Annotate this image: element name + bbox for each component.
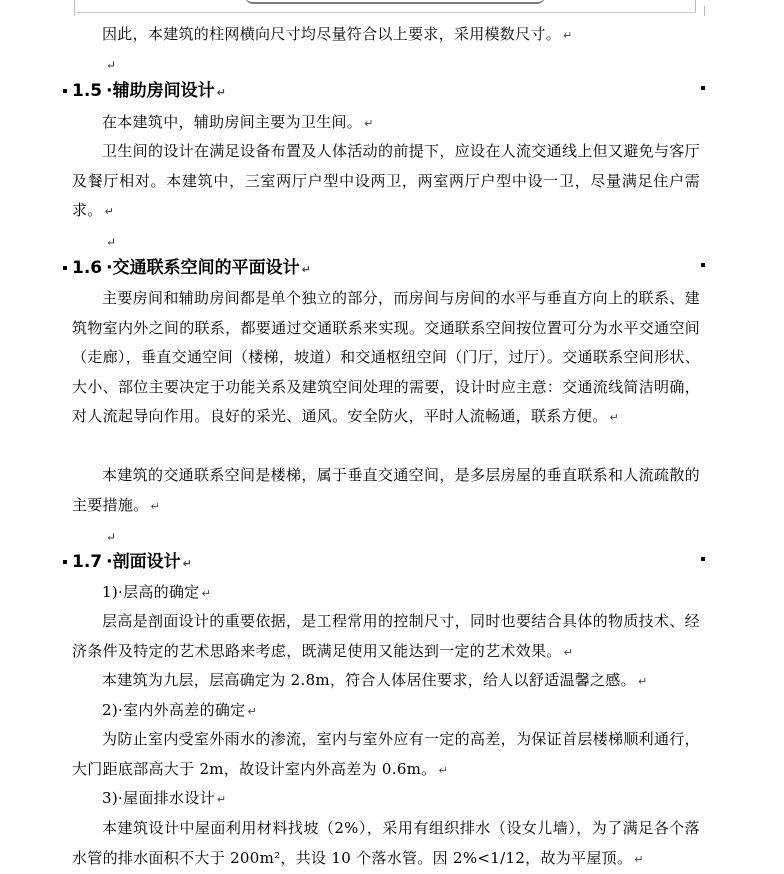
- empty-paragraph-mark: ↵: [106, 58, 117, 72]
- subsection-label: 3)·屋面排水设计 ↵: [102, 789, 227, 807]
- paragraph: 层高是剖面设计的重要依据，是工程常用的控制尺寸，同时也要结合具体的物质技术、经济条件及特定的艺术思路来考虑，既满足使用又能达到一定的艺术效果。 ↵: [72, 612, 700, 660]
- subsection-label: 2)·室内外高差的确定 ↵: [102, 701, 257, 719]
- subsection-label: 1)·层高的确定 ↵: [102, 583, 212, 601]
- empty-paragraph-mark: ↵: [106, 235, 117, 249]
- section-heading-1-6: 1.6 ·交通联系空间的平面设计 ↵: [72, 252, 712, 284]
- paragraph: 在本建筑中，辅助房间主要为卫生间。 ↵: [102, 113, 374, 131]
- paragraph: 本建筑的交通联系空间是楼梯，属于垂直交通空间，是多层房屋的垂直联系和人流疏散的主要措施。 ↵: [72, 466, 700, 514]
- paragraph: 本建筑为九层，层高确定为 2.8m，符合人体居住要求，给人以舒适温馨之感。 ↵: [102, 671, 648, 689]
- section-heading-1-7: 1.7 ·剖面设计 ↵: [72, 546, 712, 578]
- empty-paragraph-mark: ↵: [106, 530, 117, 544]
- paragraph: 本建筑设计中屋面利用材料找坡（2%），采用有组织排水（设女儿墙），为了满足各个落水管的排水面积不大于 200m²，共设 10 个落水管。因 2%<1/12，故为平屋顶。 ↵: [72, 819, 700, 867]
- paragraph: 为防止室内受室外雨水的渗流，室内与室外应有一定的高差，为保证首层楼梯顺利通行，大门距底部高大于 2m，故设计室内外高差为 0.6m。 ↵: [72, 730, 700, 778]
- section-heading-1-5: 1.5 ·辅助房间设计 ↵: [72, 75, 712, 107]
- page-corner-mark-right: [704, 6, 715, 16]
- page-top-edge: [74, 0, 696, 13]
- paragraph: 卫生间的设计在满足设备布置及人体活动的前提下，应设在人流交通线上但又避免与客厅及餐厅相对。本建筑中，三室两厅户型中设两卫，两室两厅户型中设一卫，尽量满足住户需求。 ↵: [72, 142, 700, 219]
- paragraph: 因此，本建筑的柱网横向尺寸均尽量符合以上要求，采用模数尺寸。 ↵: [102, 25, 573, 43]
- paragraph: 主要房间和辅助房间都是单个独立的部分，而房间与房间的水平与垂直方向上的联系、建筑物室内外之间的联系，都要通过交通联系来实现。交通联系空间按位置可分为水平交通空间（走廊），垂直交通空间（楼梯，坡道）和交通枢纽空间（门厅，过厅）。交通联系空间形状、大小、部位主要决定于功能关系及建筑空间处理的需要，设计时应主意：交通流线简洁明确，对人流起导向作用。良好的采光、通风。安全防火，平时人流畅通，联系方便。 ↵: [72, 289, 700, 425]
